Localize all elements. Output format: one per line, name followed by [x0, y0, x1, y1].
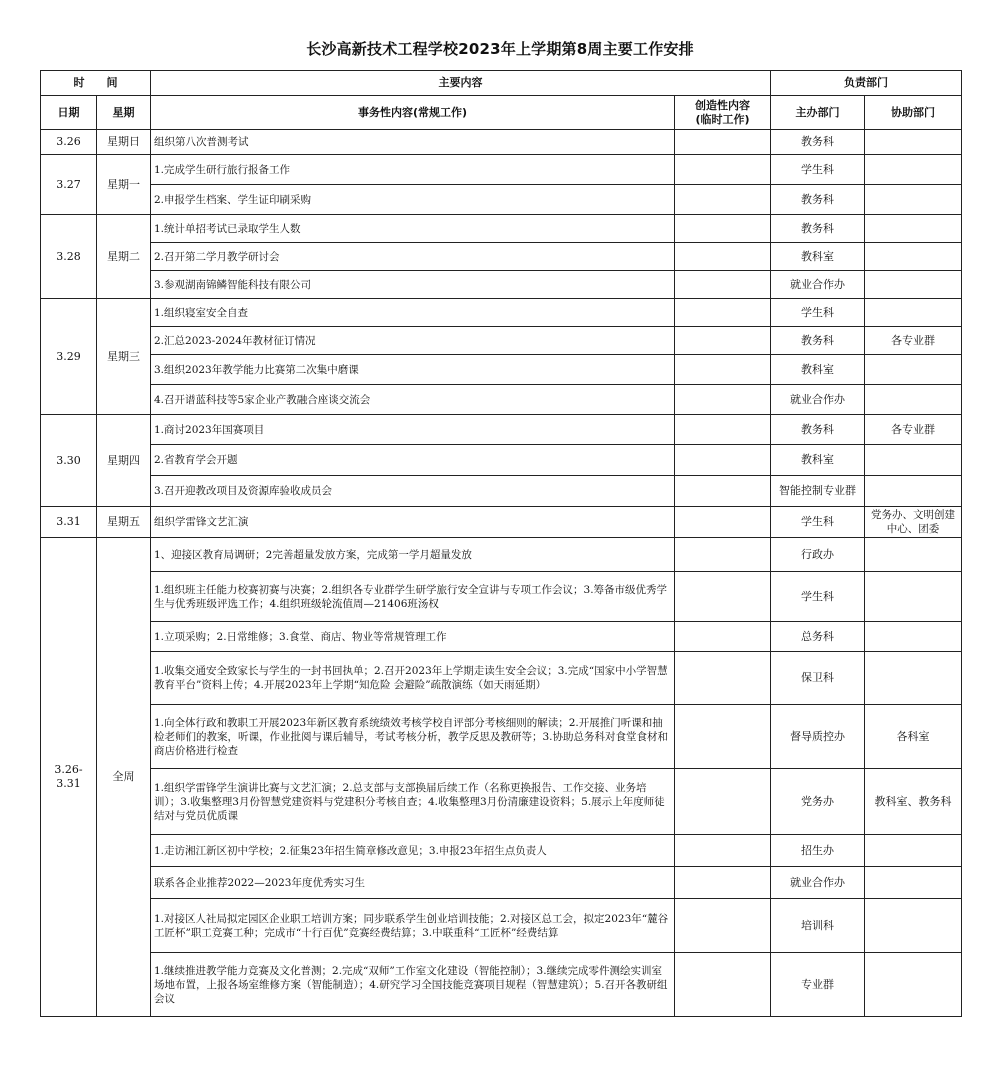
assist-cell [865, 130, 962, 155]
creative-cell [675, 899, 771, 953]
content-cell: 3.参观湖南锦鳞智能科技有限公司 [151, 271, 675, 299]
host-cell: 教科室 [771, 355, 865, 385]
creative-cell [675, 572, 771, 622]
creative-cell [675, 705, 771, 769]
content-cell: 组织学雷锋文艺汇演 [151, 507, 675, 538]
content-cell: 1.组织学雷锋学生演讲比赛与文艺汇演；2.总支部与支部换届后续工作（名称更换报告、工作交接、业务培训）；3.收集整理3月份智慧党建资料与党建积分考核自查；4.收集整理3月份清廉建设资料；5.展示上年度师徒结对与党员优质课 [151, 769, 675, 835]
creative-cell [675, 507, 771, 538]
host-cell: 学生科 [771, 507, 865, 538]
content-cell: 组织第八次普测考试 [151, 130, 675, 155]
table-row [41, 130, 962, 155]
table-row [41, 271, 962, 299]
date-cell: 3.27 [41, 155, 97, 215]
creative-cell [675, 355, 771, 385]
host-cell: 就业合作办 [771, 385, 865, 415]
assist-cell [865, 445, 962, 476]
table-row [41, 538, 962, 572]
host-cell: 学生科 [771, 299, 865, 327]
table-row [41, 652, 962, 705]
table-row [41, 327, 962, 355]
creative-cell [675, 652, 771, 705]
assist-cell [865, 243, 962, 271]
content-cell: 1、迎接区教育局调研；2完善超量发放方案，完成第一学月超量发放 [151, 538, 675, 572]
assist-cell: 教科室、教务科 [865, 769, 962, 835]
assist-cell [865, 155, 962, 185]
creative-cell [675, 385, 771, 415]
table-row [41, 385, 962, 415]
weekday-header: 星期 [97, 96, 151, 130]
creative-cell [675, 538, 771, 572]
assist-cell [865, 271, 962, 299]
table-row [41, 415, 962, 445]
table-row [41, 899, 962, 953]
table-row [41, 299, 962, 327]
assist-cell: 各专业群 [865, 415, 962, 445]
host-cell: 学生科 [771, 155, 865, 185]
weekday-cell: 星期日 [97, 130, 151, 155]
page-title: 长沙高新技术工程学校2023年上学期第8周主要工作安排 [306, 40, 694, 58]
content-cell: 3.组织2023年教学能力比赛第二次集中磨课 [151, 355, 675, 385]
table-row [41, 705, 962, 769]
host-cell: 教务科 [771, 215, 865, 243]
assist-cell: 各专业群 [865, 327, 962, 355]
table-row [41, 476, 962, 507]
main-content-header: 主要内容 [151, 71, 771, 96]
host-cell: 培训科 [771, 899, 865, 953]
table-row [41, 215, 962, 243]
content-cell: 联系各企业推荐2022—2023年度优秀实习生 [151, 867, 675, 899]
creative-cell [675, 130, 771, 155]
creative-cell [675, 953, 771, 1017]
date-cell: 3.28 [41, 215, 97, 299]
assist-cell [865, 622, 962, 652]
table-row [41, 243, 962, 271]
host-cell: 教务科 [771, 327, 865, 355]
host-cell: 教务科 [771, 185, 865, 215]
creative-cell [675, 867, 771, 899]
content-cell: 2.申报学生档案、学生证印刷采购 [151, 185, 675, 215]
date-cell: 3.29 [41, 299, 97, 415]
content-cell: 3.召开迎教改项目及资源库验收成员会 [151, 476, 675, 507]
table-row [41, 185, 962, 215]
assist-cell [865, 538, 962, 572]
assist-header: 协助部门 [865, 96, 962, 130]
weekday-cell: 星期五 [97, 507, 151, 538]
creative-cell [675, 299, 771, 327]
host-cell: 行政办 [771, 538, 865, 572]
host-cell: 学生科 [771, 572, 865, 622]
content-cell: 1.组织寝室安全自查 [151, 299, 675, 327]
assist-cell [865, 953, 962, 1017]
assist-cell [865, 652, 962, 705]
creative-cell [675, 185, 771, 215]
creative-header: 创造性内容 (临时工作) [675, 96, 771, 130]
creative-cell [675, 155, 771, 185]
content-cell: 1.完成学生研行旅行报备工作 [151, 155, 675, 185]
creative-cell [675, 271, 771, 299]
creative-cell [675, 415, 771, 445]
assist-cell: 各科室 [865, 705, 962, 769]
routine-header: 事务性内容(常规工作) [151, 96, 675, 130]
schedule-table [40, 70, 962, 1017]
creative-cell [675, 476, 771, 507]
creative-cell [675, 327, 771, 355]
creative-cell [675, 445, 771, 476]
weekday-cell: 全周 [97, 538, 151, 1017]
content-cell: 1.向全体行政和教职工开展2023年新区教育系统绩效考核学校自评部分考核细则的解读；2.开展推门听课和抽检老师们的教案，听课，作业批阅与课后辅导，考试考核分析，教学反思及教研等；3.协助总务科对食堂食材和商店价格进行检查 [151, 705, 675, 769]
weekday-cell: 星期四 [97, 415, 151, 507]
content-cell: 1.收集交通安全致家长与学生的一封书回执单；2.召开2023年上学期走读生安全会议；3.完成“国家中小学智慧教育平台”资料上传；4.开展2023年上学期“知危险 会避险”疏散演练（如天雨延期） [151, 652, 675, 705]
content-cell: 2.召开第二学月教学研讨会 [151, 243, 675, 271]
host-cell: 招生办 [771, 835, 865, 867]
creative-cell [675, 243, 771, 271]
assist-cell [865, 215, 962, 243]
host-cell: 教务科 [771, 130, 865, 155]
assist-cell [865, 899, 962, 953]
date-cell: 3.31 [41, 507, 97, 538]
table-row [41, 953, 962, 1017]
table-row [41, 835, 962, 867]
table-row [41, 355, 962, 385]
weekday-cell: 星期二 [97, 215, 151, 299]
date-cell: 3.26 [41, 130, 97, 155]
host-cell: 教务科 [771, 415, 865, 445]
host-cell: 总务科 [771, 622, 865, 652]
creative-cell [675, 215, 771, 243]
assist-cell [865, 355, 962, 385]
content-cell: 1.组织班主任能力校赛初赛与决赛；2.组织各专业群学生研学旅行安全宣讲与专项工作会议；3.筹备市级优秀学生与优秀班级评选工作；4.组织班级轮流值周—21406班汤权 [151, 572, 675, 622]
creative-cell [675, 835, 771, 867]
creative-cell [675, 769, 771, 835]
table-row [41, 155, 962, 185]
content-cell: 1.统计单招考试已录取学生人数 [151, 215, 675, 243]
content-cell: 1.商讨2023年国赛项目 [151, 415, 675, 445]
time-header: 时 间 [41, 71, 151, 96]
content-cell: 1.走访湘江新区初中学校；2.征集23年招生简章修改意见；3.申报23年招生点负责人 [151, 835, 675, 867]
content-cell: 1.立项采购；2.日常维修；3.食堂、商店、物业等常规管理工作 [151, 622, 675, 652]
table-row [41, 572, 962, 622]
table-row [41, 622, 962, 652]
content-cell: 4.召开谱蓝科技等5家企业产教融合座谈交流会 [151, 385, 675, 415]
assist-cell [865, 867, 962, 899]
content-cell: 2.省教育学会开题 [151, 445, 675, 476]
assist-cell [865, 385, 962, 415]
host-header: 主办部门 [771, 96, 865, 130]
table-row [41, 769, 962, 835]
host-cell: 专业群 [771, 953, 865, 1017]
date-header: 日期 [41, 96, 97, 130]
content-cell: 2.汇总2023-2024年教材征订情况 [151, 327, 675, 355]
content-cell: 1.继续推进教学能力竞赛及文化普测；2.完成“双师”工作室文化建设（智能控制）；3.继续完成零件测绘实训室场地布置，上报各场室维修方案（智能制造）；4.研究学习全国技能竞赛项目规程（智慧建筑）；5.召开各教研组会议 [151, 953, 675, 1017]
table-row [41, 507, 962, 538]
assist-cell [865, 299, 962, 327]
assist-cell [865, 835, 962, 867]
host-cell: 教科室 [771, 243, 865, 271]
host-cell: 教科室 [771, 445, 865, 476]
host-cell: 督导质控办 [771, 705, 865, 769]
host-cell: 保卫科 [771, 652, 865, 705]
table-row [41, 445, 962, 476]
date-cell: 3.26- 3.31 [41, 538, 97, 1017]
host-cell: 智能控制专业群 [771, 476, 865, 507]
assist-cell: 党务办、文明创建中心、团委 [865, 507, 962, 538]
responsible-header: 负责部门 [771, 71, 962, 96]
host-cell: 就业合作办 [771, 867, 865, 899]
creative-cell [675, 622, 771, 652]
host-cell: 就业合作办 [771, 271, 865, 299]
host-cell: 党务办 [771, 769, 865, 835]
assist-cell [865, 572, 962, 622]
table-row [41, 867, 962, 899]
assist-cell [865, 476, 962, 507]
weekday-cell: 星期一 [97, 155, 151, 215]
assist-cell [865, 185, 962, 215]
date-cell: 3.30 [41, 415, 97, 507]
weekday-cell: 星期三 [97, 299, 151, 415]
content-cell: 1.对接区人社局拟定园区企业职工培训方案；同步联系学生创业培训技能；2.对接区总工会，拟定2023年“麓谷工匠杯”职工竞赛工种；完成市“十行百优”竞赛经费结算；3.中联重科“工匠杯”经费结算 [151, 899, 675, 953]
